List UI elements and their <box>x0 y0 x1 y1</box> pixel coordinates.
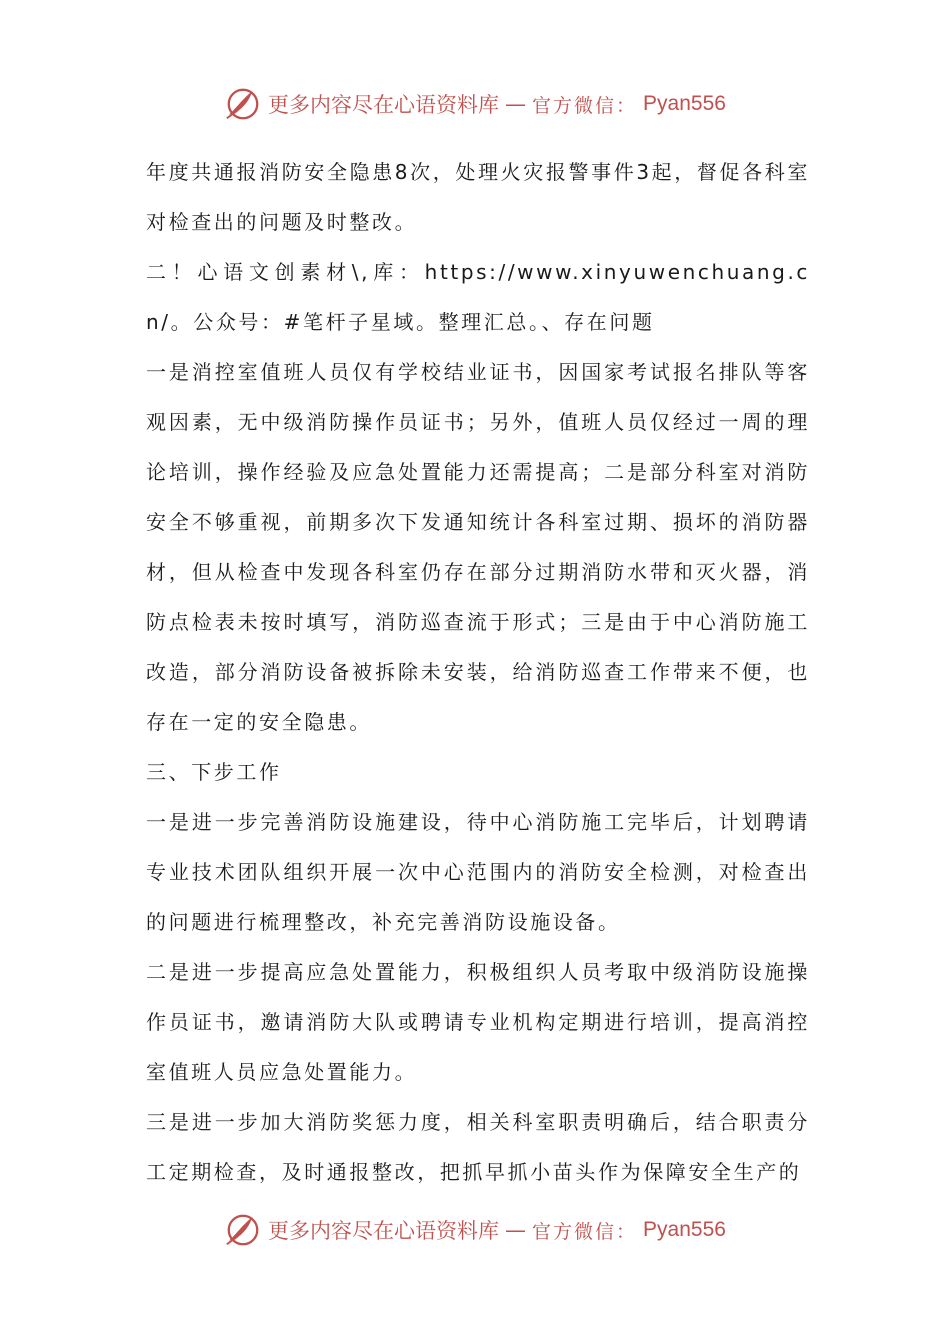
quill-pen-logo-icon <box>224 85 262 123</box>
banner-slogan: 更多内容尽在心语资料库 <box>268 93 500 117</box>
paragraph: 一是进一步完善消防设施建设，待中心消防施工完毕后，计划聘请专业技术团队组织开展一次中心范围内的消防安全检测，对检查出的问题进行梳理整改，补充完善消防设施设备。 <box>146 810 810 934</box>
banner-wechat-id: Pyan556 <box>643 1218 726 1241</box>
header-banner <box>0 82 950 126</box>
banner-official-label: 官方微信： <box>532 1220 638 1243</box>
banner-official-label: 官方微信： <box>532 94 638 117</box>
paragraph: 二！心语文创素材\,库：https://www.xinyuwenchuang.cn/。公众号：#笔杆子星域。整理汇总。、存在问题 <box>146 260 810 334</box>
paragraph: 二是进一步提高应急处置能力，积极组织人员考取中级消防设施操作员证书，邀请消防大队或聘请专业机构定期进行培训，提高消控室值班人员应急处置能力。 <box>146 960 810 1084</box>
banner-wechat-id: Pyan556 <box>643 92 726 115</box>
paragraph: 一是消控室值班人员仅有学校结业证书，因国家考试报名排队等客观因素，无中级消防操作员证书；另外，值班人员仅经过一周的理论培训，操作经验及应急处置能力还需提高；二是部分科室对消防安全不够重视，前期多次下发通知统计各科室过期、损坏的消防器材，但从检查中发现各科室仍存在部分过期消防水带和灭火器，消防点检表未按时填写，消防巡查流于形式；三是由于中心消防施工改造，部分消防设备被拆除未安装，给消防巡查工作带来不便，也存在一定的安全隐患。 <box>146 360 810 734</box>
paragraph: 年度共通报消防安全隐患8次，处理火灾报警事件3起，督促各科室对检查出的问题及时整改。 <box>146 160 810 234</box>
document-body <box>146 147 810 1197</box>
banner-dash: — <box>505 92 527 116</box>
footer-banner <box>0 1208 950 1252</box>
banner-dash: — <box>505 1218 527 1242</box>
section-heading: 三、下步工作 <box>146 760 282 784</box>
banner-slogan: 更多内容尽在心语资料库 <box>268 1219 500 1243</box>
quill-pen-logo-icon <box>224 1211 262 1249</box>
paragraph: 三是进一步加大消防奖惩力度，相关科室职责明确后，结合职责分工定期检查，及时通报整改，把抓早抓小苗头作为保障安全生产的 <box>146 1110 810 1184</box>
